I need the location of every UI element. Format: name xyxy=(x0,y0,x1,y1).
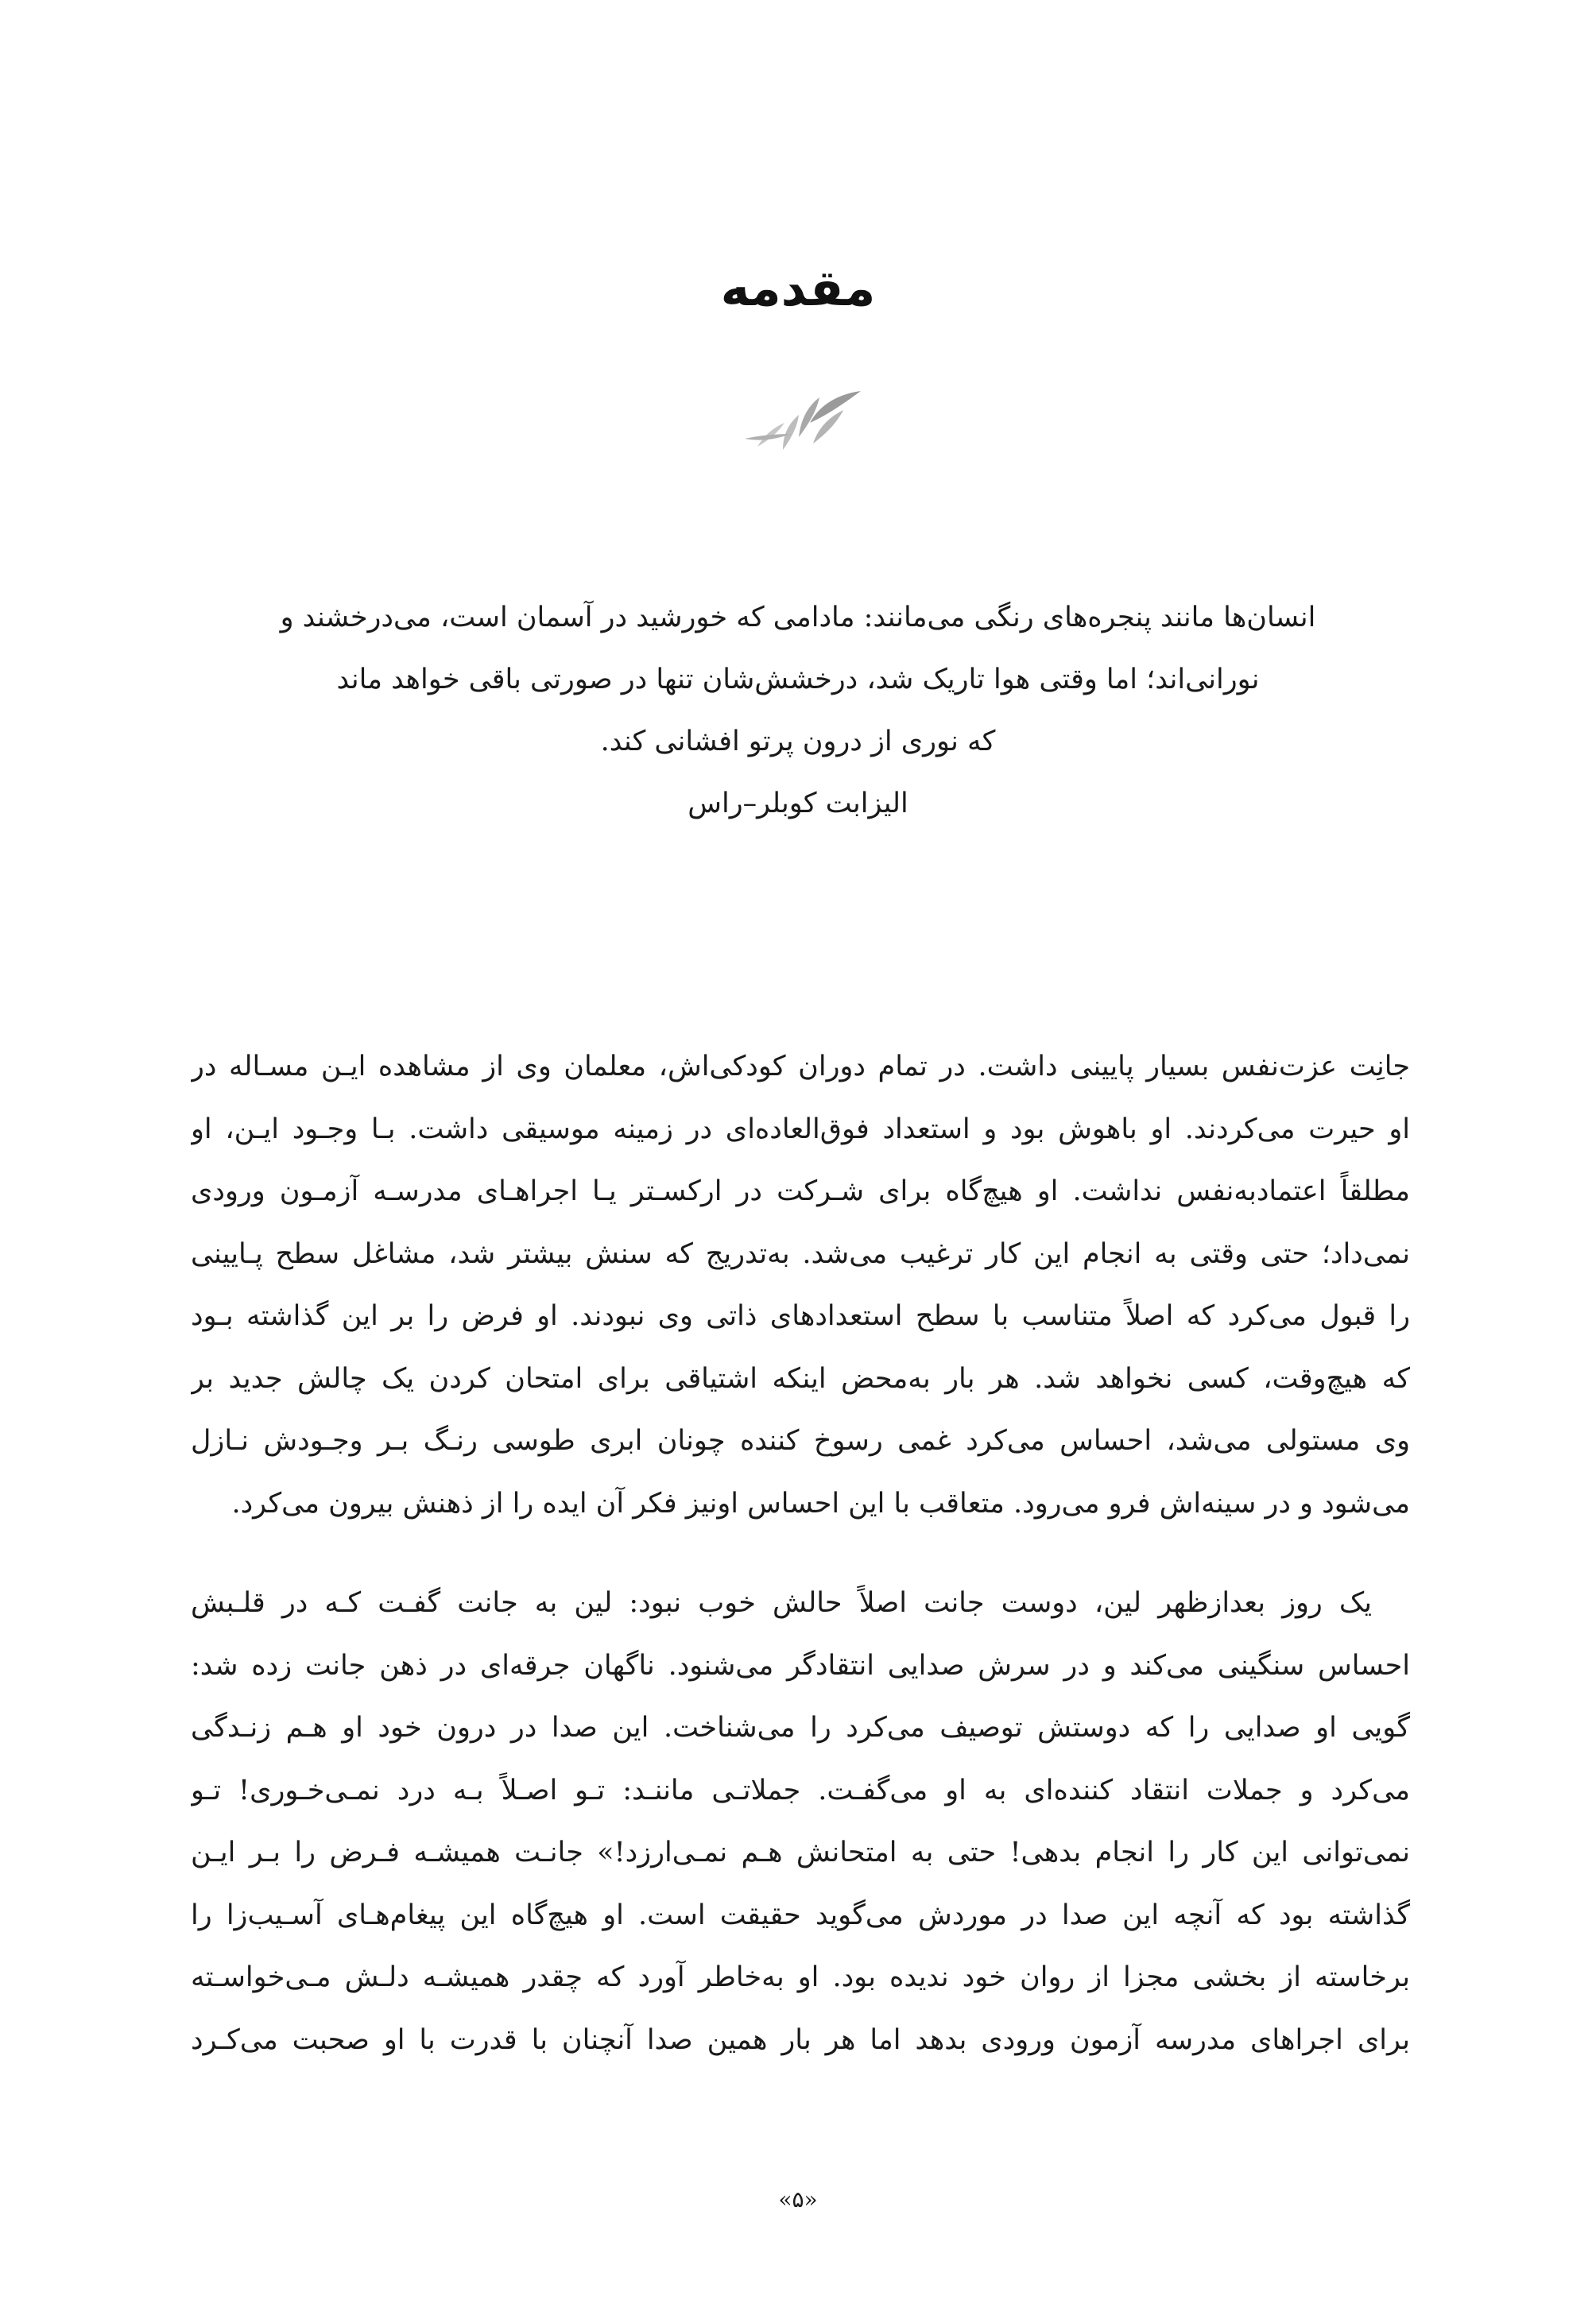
paragraph-line: احساس سنگینی می‌کند و در سرش صدایی انتقادگر می‌شنود. ناگهان جرقه‌ای در ذهن جانت زده شد: xyxy=(191,1649,1410,1682)
paragraph-line: برخاسته از بخشی مجزا از روان خود ندیده بود. او به‌خاطر آورد که چقدر همیشـه دلـش مـی‌خواسـته xyxy=(191,1961,1410,1993)
paragraph-line: گویی او صدایی را که دوستش توصیف می‌کرد را می‌شناخت. این صدا در درون خود او هـم زنـدگی xyxy=(191,1712,1410,1744)
epigraph-quote xyxy=(238,587,1358,834)
epigraph-line: نورانی‌اند؛ اما وقتی هوا تاریک شد، درخشش‌شان تنها در صورتی باقی خواهد ماند xyxy=(336,664,1260,695)
paragraph-1 xyxy=(191,1036,1410,1535)
paragraph-line: را قبول می‌کرد که اصلاً متناسب با سطح استعدادهای ذاتی وی نبودند. او فرض را بر این گذاشته بـود xyxy=(191,1300,1410,1332)
paragraph-line: گذاشته بود که آنچه این صدا در موردش می‌گوید حقیقت است. او هیچ‌گاه این پیغام‌هـای آسـیب‌زا را xyxy=(191,1899,1410,1931)
epigraph-author: الیزابت کوبلر–راس xyxy=(688,788,908,819)
paragraph-line: وی مستولی می‌شد، احساس می‌کرد غمی رسوخ کننده چونان ابری طوسی رنـگ بـر وجـودش نـازل xyxy=(191,1425,1410,1457)
paragraph-line: می‌شود و در سینه‌اش فرو می‌رود. متعاقب با این احساس اونیز فکر آن ایده را از ذهنش بیرون می‌کرد. xyxy=(231,1487,1410,1520)
paragraph-line: او حیرت می‌کردند. او باهوش بود و استعداد فوق‌العاده‌ای در زمینه موسیقی داشت. بـا وجـود ایـن، او xyxy=(191,1113,1410,1145)
paragraph-line: برای اجراهای مدرسه آزمون ورودی بدهد اما هر بار همین صدا آنچنان با قدرت با او صحبت می‌کـرد xyxy=(191,2023,1410,2056)
paragraph-line: جانِت عزت‌نفس بسیار پایینی داشت. در تمام دوران کودکی‌اش، معلمان وی از مشاهده ایـن مسـاله در xyxy=(191,1051,1410,1082)
epigraph-line: انسان‌ها مانند پنجره‌های رنگی می‌مانند: مادامی که خورشید در آسمان است، می‌درخشند و xyxy=(280,602,1316,633)
chapter-title: مقدمه xyxy=(720,259,876,317)
paragraph-line: می‌کرد و جملات انتقاد کننده‌ای به او می‌گفـت. جملاتـی ماننـد: تـو اصـلاً بـه درد نمـی‌خـوری! تـو xyxy=(191,1774,1410,1806)
page-number: «۵» xyxy=(778,2186,818,2213)
paragraph-line: مطلقاً اعتمادبه‌نفس نداشت. او هیچ‌گاه برای شـرکت در ارکسـتر یـا اجراهـای مدرسـه آزمـون ورودی xyxy=(191,1175,1410,1207)
paragraph-2 xyxy=(191,1572,1410,2071)
paragraph-line: که هیچ‌وقت، کسی نخواهد شد. هر بار به‌محض اینکه اشتیاقی برای امتحان کردن یک چالش جدید بر xyxy=(191,1362,1410,1395)
paragraph-line: یک روز بعدازظهر لین، دوست جانت اصلاً حالش خوب نبود: لین به جانت گفـت کـه در قلـبش xyxy=(191,1587,1372,1619)
leaf-sprig-ornament-icon xyxy=(743,386,862,458)
paragraph-line: نمی‌داد؛ حتی وقتی به انجام این کار ترغیب می‌شد. به‌تدریج که سنش بیشتر شد، مشاغل سطح پـایینی xyxy=(191,1237,1410,1270)
paragraph-line: نمی‌توانی این کار را انجام بدهی! حتی به امتحانش هـم نمـی‌ارزد!» جانـت همیشـه فـرض را بـر ایـن xyxy=(191,1837,1410,1868)
epigraph-line: که نوری از درون پرتو افشانی کند. xyxy=(600,726,996,757)
